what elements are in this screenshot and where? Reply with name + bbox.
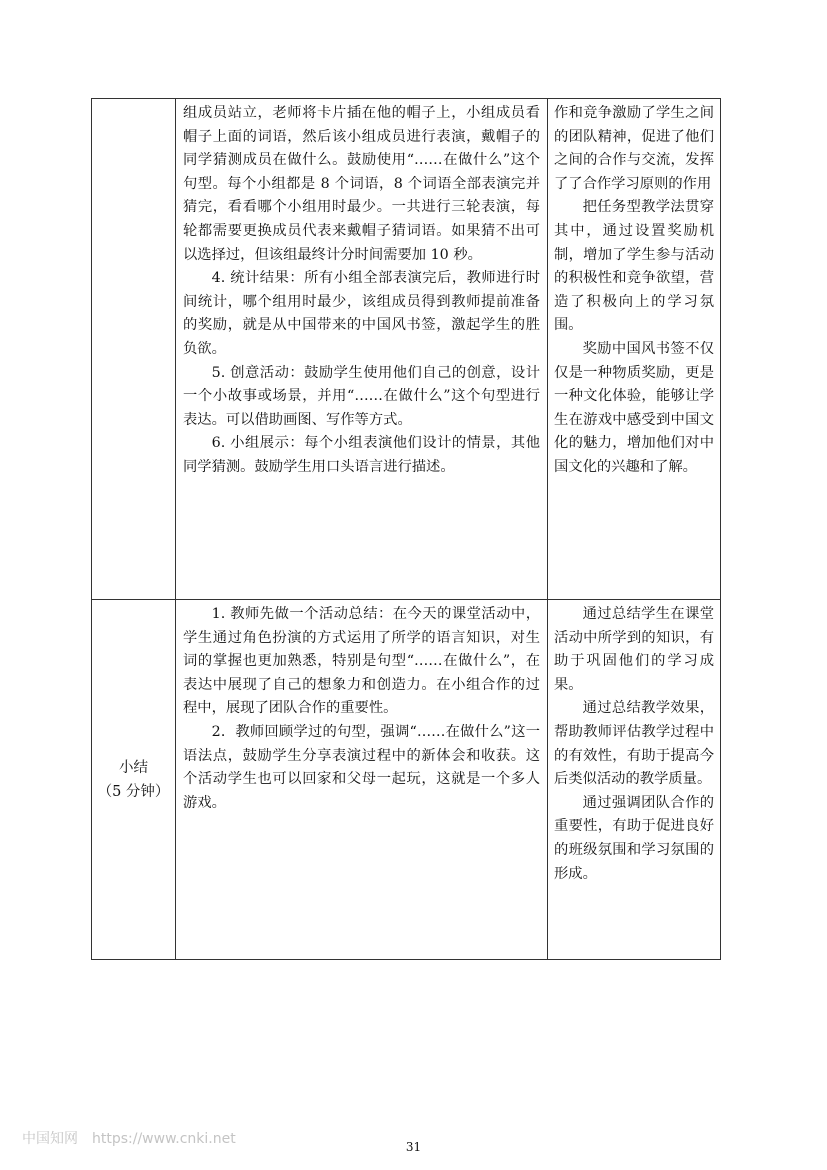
- process-paragraph: 4. 统计结果：所有小组全部表演完后，教师进行时间统计，哪个组用时最少，该组成员得到教师提前准备的奖励，就是从中国带来的中国风书签，激起学生的胜负欲。: [183, 270, 540, 357]
- process-paragraph: 组成员站立，老师将卡片插在他的帽子上，小组成员看帽子上面的词语，然后该小组成员进行表演，戴帽子的同学猜测成员在做什么。鼓励使用“……在做什么”这个句型。每个小组都是 8 个词语，8 个词语全部表演完并猜完，看看哪个小组用时最少。一共进行三轮表演，每轮都需要更换成员代表来戴帽子猜词语。如果猜不出可以选择过，但该组最终计分时间需要加 10 秒。: [183, 105, 540, 263]
- process-paragraph: 6. 小组展示：每个小组表演他们设计的情景，其他同学猜测。鼓励学生用口头语言进行描述。: [183, 435, 540, 475]
- process-cell: [176, 600, 548, 960]
- process-paragraph: 1. 教师先做一个活动总结：在今天的课堂活动中，学生通过角色扮演的方式运用了所学的语言知识，对生词的掌握也更加熟悉，特别是句型“……在做什么”，在表达中展现了自己的想象力和创造力。在小组合作的过程中，展现了团队合作的重要性。: [183, 606, 540, 717]
- process-paragraph: 5. 创意活动：鼓励学生使用他们自己的创意，设计一个小故事或场景，并用“……在做什么”这个句型进行表达。可以借助画图、写作等方式。: [183, 364, 540, 428]
- stage-title: 小结: [119, 759, 148, 776]
- page-number: 31: [405, 1140, 422, 1154]
- watermark: [22, 1128, 236, 1148]
- design-paragraph: 把任务型教学法贯穿其中，通过设置奖励机制，增加了学生参与活动的积极性和竞争欲望，营造了积极向上的学习氛围。: [554, 199, 714, 334]
- design-paragraph: 奖励中国风书签不仅仅是一种物质奖励，更是一种文化体验，能够让学生在游戏中感受到中国文化的魅力，增加他们对中国文化的兴趣和了解。: [554, 340, 714, 475]
- stage-cell: [92, 99, 176, 600]
- design-paragraph: 通过总结学生在课堂活动中所学到的知识，有助于巩固他们的学习成果。: [554, 606, 714, 693]
- table-row: [92, 99, 721, 600]
- design-paragraph: 通过总结教学效果，帮助教师评估教学过程中的有效性，有助于提高今后类似活动的教学质量。: [554, 700, 714, 788]
- watermark-brand: 中国知网: [22, 1131, 78, 1147]
- design-intent-cell: [548, 99, 721, 600]
- design-paragraph: 作和竞争激励了学生之间的团队精神，促进了他们之间的合作与交流，发挥了了合作学习原则的作用: [554, 105, 714, 192]
- process-cell: [176, 99, 548, 600]
- watermark-url: https://www.cnki.net: [92, 1131, 236, 1147]
- process-paragraph: 2．教师回顾学过的句型，强调“……在做什么”这一语法点，鼓励学生分享表演过程中的新体会和收获。这个活动学生也可以回家和父母一起玩，这就是一个多人游戏。: [183, 723, 540, 811]
- table-row: [92, 600, 721, 960]
- design-intent-cell: [548, 600, 721, 960]
- design-paragraph: 通过强调团队合作的重要性，有助于促进良好的班级氛围和学习氛围的形成。: [554, 794, 714, 882]
- lesson-plan-table: [91, 98, 721, 960]
- stage-duration: （5 分钟）: [97, 783, 170, 800]
- stage-cell: [92, 600, 176, 960]
